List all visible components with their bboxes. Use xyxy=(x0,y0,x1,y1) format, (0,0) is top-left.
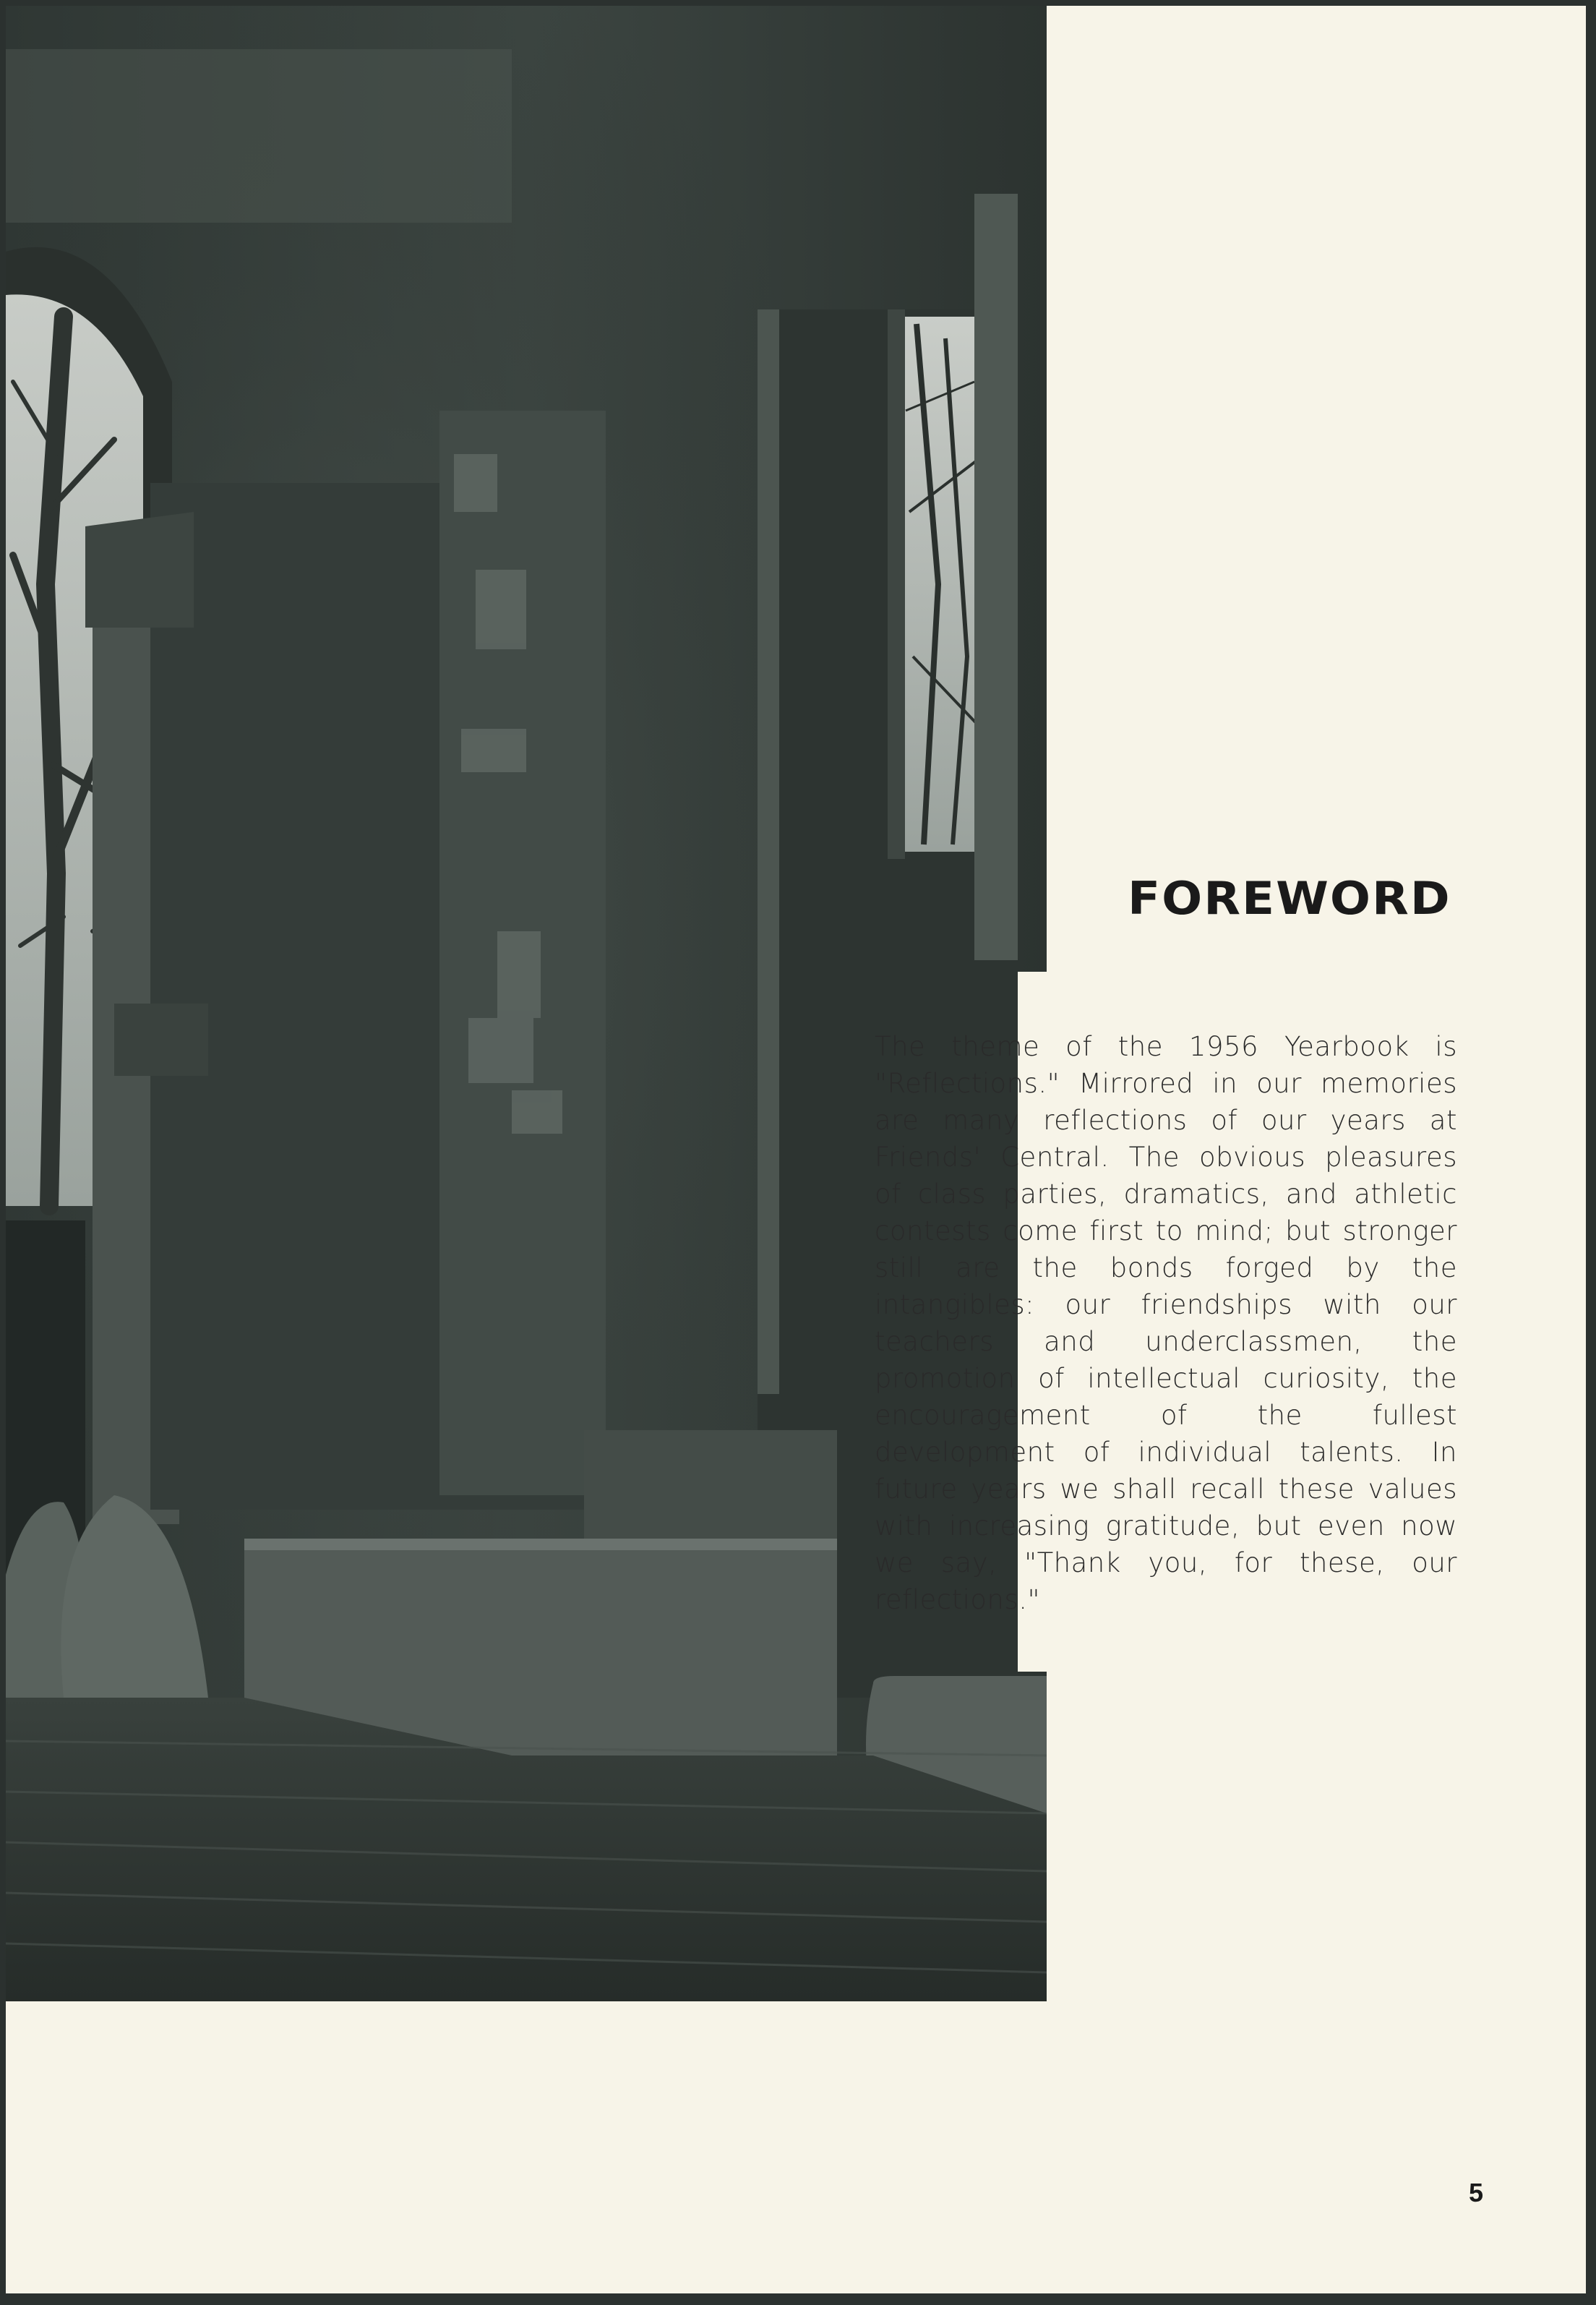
foreword-text: The theme of the 1956 Yearbook is "Reflections." Mirrored in our memories are many reflections of our years at Friends' Central. The obvious pleasures of class parties, dramatics, and athletic contests come first to mind; but stronger still are the bonds forged by the intangibles: our friendships with our teachers and underclassmen, the promotion of intellectual curiosity, the encouragement of the fullest development of individual talents. In future years we shall recall these values with increasing gratitude, but even now we say, "Thank you, for these, our reflections." xyxy=(875,1031,1457,1615)
page-number: 5 xyxy=(1469,2178,1484,2207)
yearbook-page xyxy=(6,6,1586,2293)
stone-porch-photograph xyxy=(6,6,1047,2001)
page-title: FOREWORD xyxy=(1128,871,1451,925)
photo-illustration xyxy=(6,6,1047,2001)
